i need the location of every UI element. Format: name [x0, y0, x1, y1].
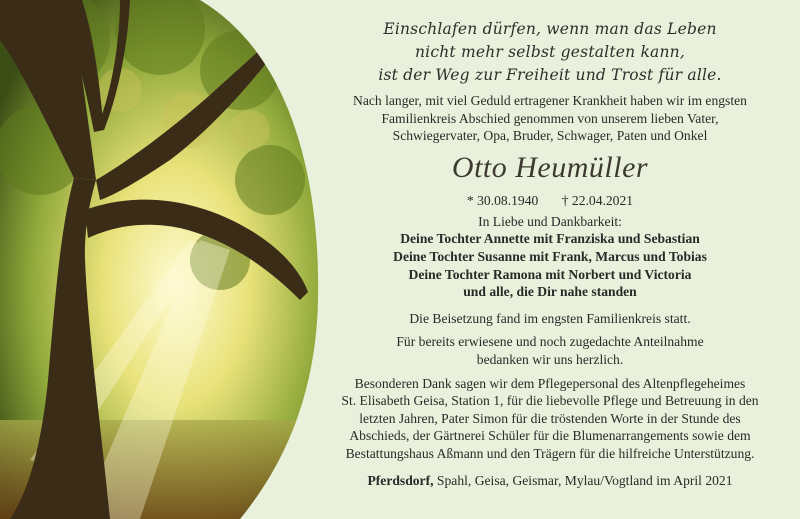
special-thanks-line: Abschieds, der Gärtnerei Schüler für die Blumenarrangements sowie dem	[349, 428, 751, 444]
intro-line: Familienkreis Abschied genommen von unserem lieben Vater,	[381, 110, 719, 126]
deceased-name: Otto Heumüller	[451, 150, 649, 184]
place-and-date	[300, 473, 800, 489]
obituary-text	[300, 18, 800, 489]
family-member: Deine Tochter Ramona mit Norbert und Victoria	[408, 266, 692, 282]
special-thanks-line: St. Elisabeth Geisa, Station 1, für die liebevolle Pflege und Betreuung in den	[341, 393, 759, 409]
death-date: † 22.04.2021	[561, 192, 634, 208]
burial-note: Die Beisetzung fand im engsten Familienkreis statt.	[409, 310, 691, 326]
intro-text	[300, 92, 800, 145]
special-thanks-line: letzten Jahren, Pater Simon für die tröstenden Worte in der Stunde des	[359, 410, 741, 426]
motto	[300, 18, 800, 87]
thanks-note	[300, 333, 800, 368]
motto-line: nicht mehr selbst gestalten kann,	[415, 43, 685, 61]
place-main: Pferdsdorf,	[367, 472, 434, 488]
special-thanks-line: Bestattungshaus Aßmann und den Trägern für die hilfreiche Unterstützung.	[345, 445, 755, 461]
love-line: In Liebe und Dankbarkeit:	[478, 213, 622, 229]
place-rest: Spahl, Geisa, Geismar, Mylau/Vogtland im April 2021	[433, 472, 733, 488]
intro-line: Nach langer, mit viel Geduld ertragener Krankheit haben wir im engsten	[353, 93, 747, 108]
family-member: Deine Tochter Susanne mit Frank, Marcus und Tobias	[393, 248, 707, 264]
life-dates	[300, 193, 800, 209]
tree-photo	[0, 0, 320, 519]
thanks-line: bedanken wir uns herzlich.	[476, 351, 624, 367]
intro-line: Schwiegervater, Opa, Bruder, Schwager, Paten und Onkel	[392, 128, 708, 144]
family-member: Deine Tochter Annette mit Franziska und Sebastian	[400, 231, 700, 247]
family-member: und alle, die Dir nahe standen	[463, 284, 637, 300]
family-list	[300, 230, 800, 300]
thanks-line: Für bereits erwiesene und noch zugedachte Anteilnahme	[396, 334, 704, 350]
special-thanks	[300, 375, 800, 463]
motto-line: ist der Weg zur Freiheit und Trost für alle.	[378, 66, 722, 84]
motto-line: Einschlafen dürfen, wenn man das Leben	[383, 20, 717, 38]
birth-date: * 30.08.1940	[466, 192, 539, 208]
special-thanks-line: Besonderen Dank sagen wir dem Pflegepersonal des Altenpflegeheimes	[354, 375, 746, 391]
